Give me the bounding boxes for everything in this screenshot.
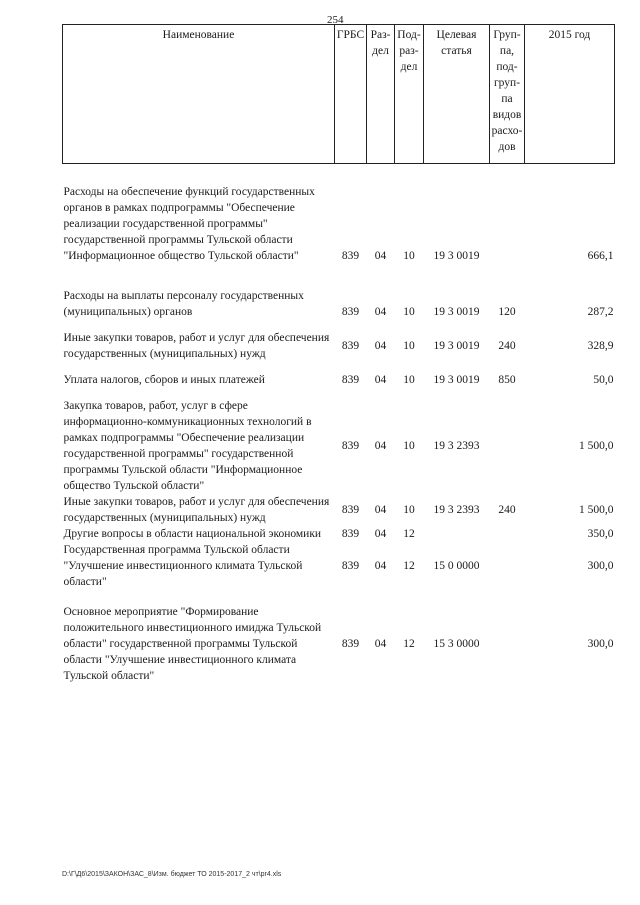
row-amount: 287,2: [587, 306, 614, 318]
row-celevaya: 19 3 0019: [433, 306, 480, 318]
header-name: Наименование: [63, 25, 335, 164]
page-number: 254: [327, 14, 344, 26]
row-amount: 1 500,0: [579, 440, 614, 452]
row-celevaya: 19 3 0019: [433, 250, 480, 262]
row-name: Основное мероприятие "Формирование положительного инвестиционного имиджа Тульской области" государственной программы Тульской области "Улучшение инвестиционного климата Тульской области": [63, 606, 322, 682]
row-grbs: 839: [341, 638, 360, 650]
row-amount: 300,0: [587, 560, 614, 572]
table-row: [63, 184, 615, 264]
row-gruppa: [490, 398, 525, 494]
row-grbs: 839: [341, 250, 360, 262]
header-razdel: Раз- дел: [367, 25, 395, 164]
row-celevaya: 15 3 0000: [433, 638, 480, 650]
row-gruppa: 120: [498, 306, 516, 318]
row-razdel: 04: [374, 440, 387, 452]
table-row: [63, 494, 615, 526]
row-grbs: 839: [341, 560, 360, 572]
row-amount: 350,0: [587, 528, 614, 540]
row-name: Иные закупки товаров, работ и услуг для обеспечения государственных (муниципальных) нужд: [63, 332, 330, 360]
row-name: Государственная программа Тульской области "Улучшение инвестиционного климата Тульской области": [63, 544, 303, 588]
row-podrazdel: 10: [403, 306, 415, 318]
row-celevaya: [424, 526, 490, 542]
row-podrazdel: 10: [403, 340, 415, 352]
row-amount: 50,0: [593, 374, 614, 386]
table-row: [63, 542, 615, 590]
row-celevaya: 19 3 2393: [433, 440, 480, 452]
table-header-row: [63, 25, 615, 164]
table-row: [63, 398, 615, 494]
row-razdel: 04: [374, 638, 387, 650]
row-celevaya: 19 3 0019: [433, 340, 480, 352]
row-gruppa: [490, 526, 525, 542]
row-amount: 1 500,0: [579, 504, 614, 516]
row-razdel: 04: [374, 560, 387, 572]
row-grbs: 839: [341, 504, 360, 516]
row-razdel: 04: [374, 306, 387, 318]
row-grbs: 839: [341, 306, 360, 318]
row-celevaya: 15 0 0000: [433, 560, 480, 572]
row-gruppa: 240: [498, 504, 516, 516]
row-razdel: 04: [374, 528, 387, 540]
table-row: [63, 604, 615, 684]
row-name: Расходы на обеспечение функций государственных органов в рамках подпрограммы "Обеспечение реализации государственной программы" государственной программы Тульской области "Информационное общество Тульской области": [63, 186, 315, 262]
row-gruppa: [490, 542, 525, 590]
row-podrazdel: 10: [403, 374, 415, 386]
row-grbs: 839: [341, 374, 360, 386]
row-celevaya: 19 3 2393: [433, 504, 480, 516]
row-name: Закупка товаров, работ, услуг в сфере информационно-коммуникационных технологий в рамках подпрограммы "Обеспечение реализации государственной программы" государственной программы Тульской области "Информационное общество Тульской области": [63, 400, 312, 492]
row-razdel: 04: [374, 504, 387, 516]
row-grbs: 839: [341, 340, 360, 352]
row-razdel: 04: [374, 340, 387, 352]
row-amount: 300,0: [587, 638, 614, 650]
row-gruppa: 850: [498, 374, 516, 386]
row-podrazdel: 12: [403, 528, 415, 540]
row-podrazdel: 12: [403, 560, 415, 572]
row-gruppa: 240: [498, 340, 516, 352]
budget-table: [62, 24, 615, 684]
header-celevaya: Целевая статья: [424, 25, 490, 164]
row-gruppa: [490, 184, 525, 264]
row-name: Другие вопросы в области национальной экономики: [63, 528, 322, 540]
footer-file-path: D:\Г\Д6\2015\ЗАКОН\ЗАС_8\Изм. бюджет ТО 2015-2017_2 чт\pr4.xls: [62, 871, 282, 878]
row-grbs: 839: [341, 528, 360, 540]
row-grbs: 839: [341, 440, 360, 452]
row-podrazdel: 12: [403, 638, 415, 650]
row-razdel: 04: [374, 374, 387, 386]
header-gruppa: Груп- па, под- груп- па видов расхо- дов: [490, 25, 525, 164]
row-name: Иные закупки товаров, работ и услуг для обеспечения государственных (муниципальных) нужд: [63, 496, 330, 524]
row-celevaya: 19 3 0019: [433, 374, 480, 386]
table-row: [63, 330, 615, 362]
row-gruppa: [490, 604, 525, 684]
row-podrazdel: 10: [403, 504, 415, 516]
header-grbs: ГРБС: [335, 25, 367, 164]
table-row: [63, 288, 615, 320]
header-year: 2015 год: [525, 25, 615, 164]
row-name: Уплата налогов, сборов и иных платежей: [63, 374, 265, 386]
row-podrazdel: 10: [403, 250, 415, 262]
row-podrazdel: 10: [403, 440, 415, 452]
table-row: [63, 526, 615, 542]
table-row: [63, 372, 615, 388]
row-razdel: 04: [374, 250, 387, 262]
row-amount: 666,1: [587, 250, 614, 262]
row-amount: 328,9: [587, 340, 614, 352]
header-podrazdel: Под- раз- дел: [395, 25, 424, 164]
row-name: Расходы на выплаты персоналу государственных (муниципальных) органов: [63, 290, 304, 318]
